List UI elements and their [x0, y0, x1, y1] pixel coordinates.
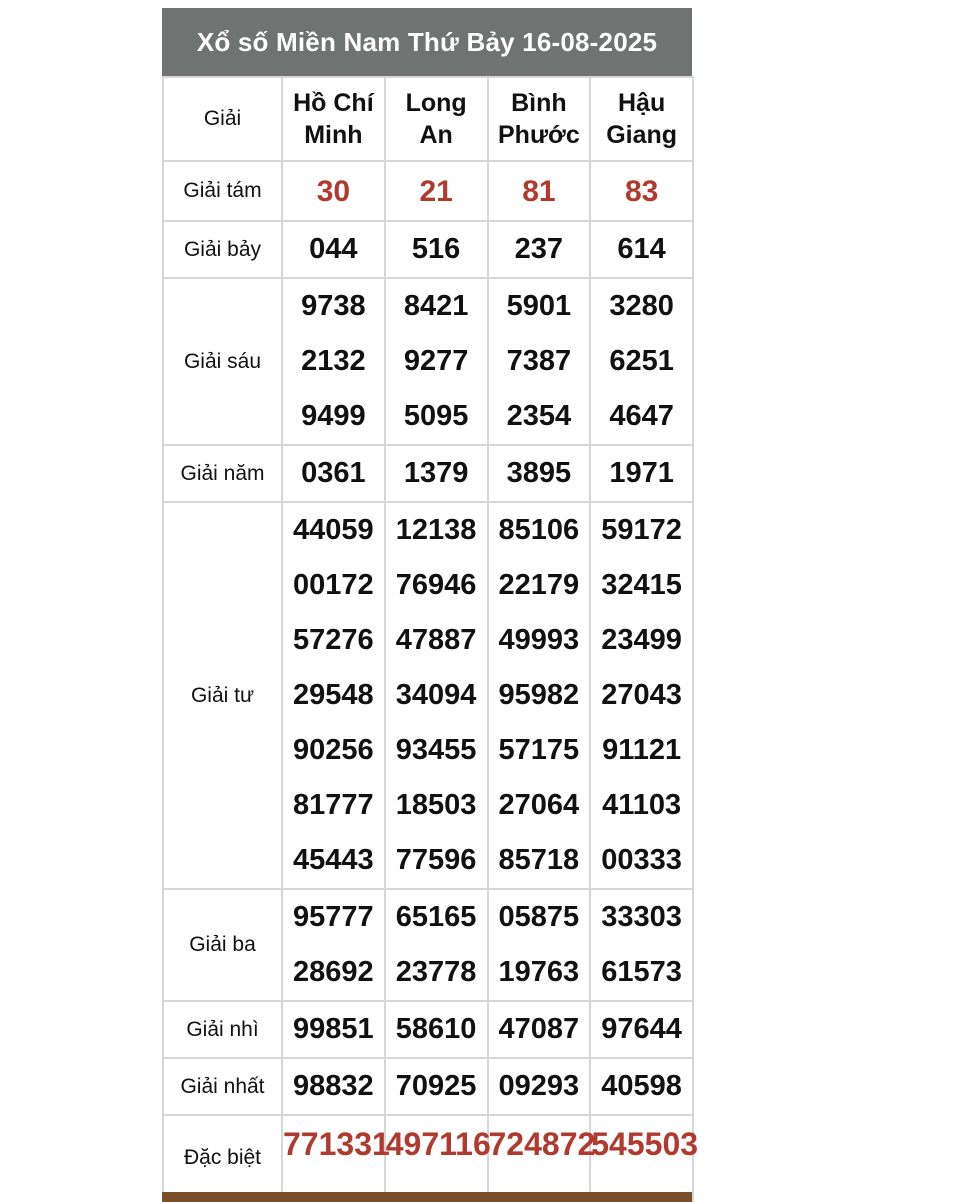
prize-number: 57175 — [498, 734, 580, 766]
prize-number: 45443 — [293, 844, 374, 876]
prize-cell — [282, 502, 385, 889]
prize-number: 65165 — [395, 901, 477, 933]
province-name-line: Bình — [511, 89, 567, 117]
prize-cell — [385, 161, 488, 221]
prize-number: 5095 — [403, 400, 469, 432]
prize-row-special — [163, 1115, 693, 1201]
prize-label: Giải sáu — [163, 278, 282, 445]
prize-number: 29548 — [293, 679, 374, 711]
prize-number: 6251 — [609, 345, 674, 377]
prize-cell — [385, 889, 488, 1001]
province-hau-giang[interactable] — [590, 77, 693, 161]
prize-number: 83 — [624, 174, 659, 208]
prize-number: 85106 — [498, 514, 580, 546]
header-row — [163, 77, 693, 161]
prize-cell — [282, 1001, 385, 1058]
prize-number: 99851 — [293, 1013, 374, 1045]
prize-number: 614 — [617, 233, 666, 265]
prize-number: 91121 — [602, 734, 682, 766]
prize-row-seventh — [163, 221, 693, 278]
prize-cell — [488, 1001, 591, 1058]
prize-number: 95982 — [498, 679, 580, 711]
prize-cell — [590, 1001, 693, 1058]
prize-number: 1379 — [403, 457, 469, 489]
prize-number: 0361 — [301, 457, 366, 489]
prize-number: 32415 — [601, 569, 682, 601]
prize-number: 59172 — [601, 514, 682, 546]
prize-cell — [385, 1115, 491, 1201]
prize-number: 5901 — [506, 290, 572, 322]
special-prize-number: 497116 — [385, 1126, 491, 1162]
prize-number: 23778 — [395, 956, 477, 988]
prize-number: 237 — [514, 233, 564, 265]
prize-label: Giải năm — [163, 445, 282, 502]
province-name-line: Hồ Chí — [293, 89, 374, 117]
prize-number: 98832 — [293, 1070, 374, 1102]
prize-row-eighth — [163, 161, 693, 221]
prize-cell — [385, 221, 488, 278]
prize-label: Giải nhất — [163, 1058, 282, 1115]
province-long-an[interactable] — [385, 77, 488, 161]
prize-cell — [488, 161, 591, 221]
prize-number: 70925 — [395, 1070, 477, 1102]
province-name-line: Minh — [304, 121, 363, 149]
prize-number: 21 — [419, 174, 453, 208]
prize-number: 27064 — [498, 789, 580, 821]
prize-number: 85718 — [498, 844, 580, 876]
prize-number: 09293 — [498, 1070, 580, 1102]
prize-row-fourth — [163, 502, 693, 889]
province-binh-phuoc[interactable] — [488, 77, 591, 161]
prize-number: 12138 — [395, 514, 477, 546]
province-name-line: Long — [405, 89, 467, 117]
prize-row-first — [163, 1058, 693, 1115]
prize-cell — [282, 161, 385, 221]
prize-number: 77596 — [395, 844, 477, 876]
province-name-line: An — [419, 121, 453, 149]
prize-cell — [488, 445, 591, 502]
prize-number: 18503 — [395, 789, 477, 821]
prize-cell — [488, 1115, 596, 1201]
prize-number: 19763 — [498, 956, 580, 988]
prize-cell — [282, 1058, 385, 1115]
prize-number: 41103 — [602, 789, 682, 821]
prize-cell — [282, 1115, 390, 1201]
prize-number: 9738 — [301, 290, 366, 322]
prize-cell — [282, 278, 385, 445]
prize-number: 47887 — [395, 624, 477, 656]
prize-number: 3280 — [609, 290, 674, 322]
prize-number: 3895 — [506, 457, 572, 489]
prize-number: 93455 — [395, 734, 477, 766]
prize-number: 00172 — [293, 569, 374, 601]
prize-number: 9499 — [301, 400, 366, 432]
prize-number: 40598 — [601, 1070, 682, 1102]
prize-number: 9277 — [403, 345, 469, 377]
prize-number: 044 — [309, 233, 358, 265]
prize-number: 05875 — [498, 901, 580, 933]
prize-cell — [590, 1115, 699, 1201]
prize-label: Đặc biệt — [163, 1115, 282, 1201]
prize-number: 27043 — [601, 679, 682, 711]
prize-cell — [488, 889, 591, 1001]
prize-number: 81 — [522, 174, 556, 208]
province-name-line: Giang — [606, 121, 678, 149]
prize-number: 61573 — [601, 956, 682, 988]
prize-number: 57276 — [293, 624, 374, 656]
prize-cell — [590, 445, 693, 502]
prize-cell — [590, 161, 693, 221]
prize-number: 00333 — [601, 844, 682, 876]
prize-number: 7387 — [506, 345, 572, 377]
province-name-line: Hậu — [618, 89, 666, 117]
prize-label: Giải nhì — [163, 1001, 282, 1058]
prize-number: 49993 — [498, 624, 580, 656]
prize-cell — [385, 502, 488, 889]
prize-number: 30 — [316, 174, 351, 208]
province-name-line: Phước — [498, 121, 580, 149]
results-table — [162, 76, 699, 1202]
prize-number: 1971 — [609, 457, 674, 489]
prize-cell — [488, 1058, 591, 1115]
prize-cell — [282, 221, 385, 278]
prize-cell — [385, 1058, 488, 1115]
prize-cell — [385, 445, 488, 502]
prize-row-sixth — [163, 278, 693, 445]
prize-number: 34094 — [395, 679, 477, 711]
prize-cell — [590, 278, 693, 445]
prize-label: Giải ba — [163, 889, 282, 1001]
prize-number: 8421 — [403, 290, 469, 322]
prize-cell — [488, 221, 591, 278]
prize-cell — [590, 1058, 693, 1115]
prize-label: Giải tư — [163, 502, 282, 889]
special-prize-number: 724872 — [488, 1126, 596, 1162]
special-prize-number: 545503 — [591, 1126, 699, 1162]
prize-cell — [488, 502, 591, 889]
prize-cell — [590, 889, 693, 1001]
prize-cell — [488, 278, 591, 445]
prize-number: 47087 — [498, 1013, 580, 1045]
prize-number: 95777 — [293, 901, 374, 933]
prize-label: Giải tám — [163, 161, 282, 221]
prize-number: 4647 — [609, 400, 674, 432]
prize-number: 44059 — [293, 514, 374, 546]
prize-cell — [385, 1001, 488, 1058]
prize-number: 97644 — [601, 1013, 682, 1045]
prize-number: 28692 — [293, 956, 374, 988]
lottery-results-board — [162, 8, 699, 1202]
prize-number: 90256 — [293, 734, 374, 766]
prize-number: 76946 — [395, 569, 477, 601]
footer-band — [162, 1192, 692, 1202]
prize-number: 23499 — [601, 624, 682, 656]
prize-label: Giải bảy — [163, 221, 282, 278]
prize-row-fifth — [163, 445, 693, 502]
prize-number: 33303 — [601, 901, 682, 933]
special-prize-number: 771331 — [283, 1126, 390, 1162]
prize-cell — [282, 445, 385, 502]
results-title: Xổ số Miền Nam Thứ Bảy 16-08-2025 — [162, 8, 692, 76]
prize-number: 58610 — [395, 1013, 477, 1045]
prize-cell — [282, 889, 385, 1001]
prize-number: 2132 — [301, 345, 366, 377]
prize-number: 2354 — [506, 400, 572, 432]
province-ho-chi-minh[interactable] — [282, 77, 385, 161]
prize-row-third — [163, 889, 693, 1001]
prize-number: 22179 — [498, 569, 580, 601]
prize-column-header: Giải — [163, 77, 282, 161]
prize-cell — [590, 221, 693, 278]
prize-cell — [590, 502, 693, 889]
prize-row-second — [163, 1001, 693, 1058]
prize-cell — [385, 278, 488, 445]
prize-number: 516 — [411, 233, 461, 265]
prize-number: 81777 — [293, 789, 374, 821]
